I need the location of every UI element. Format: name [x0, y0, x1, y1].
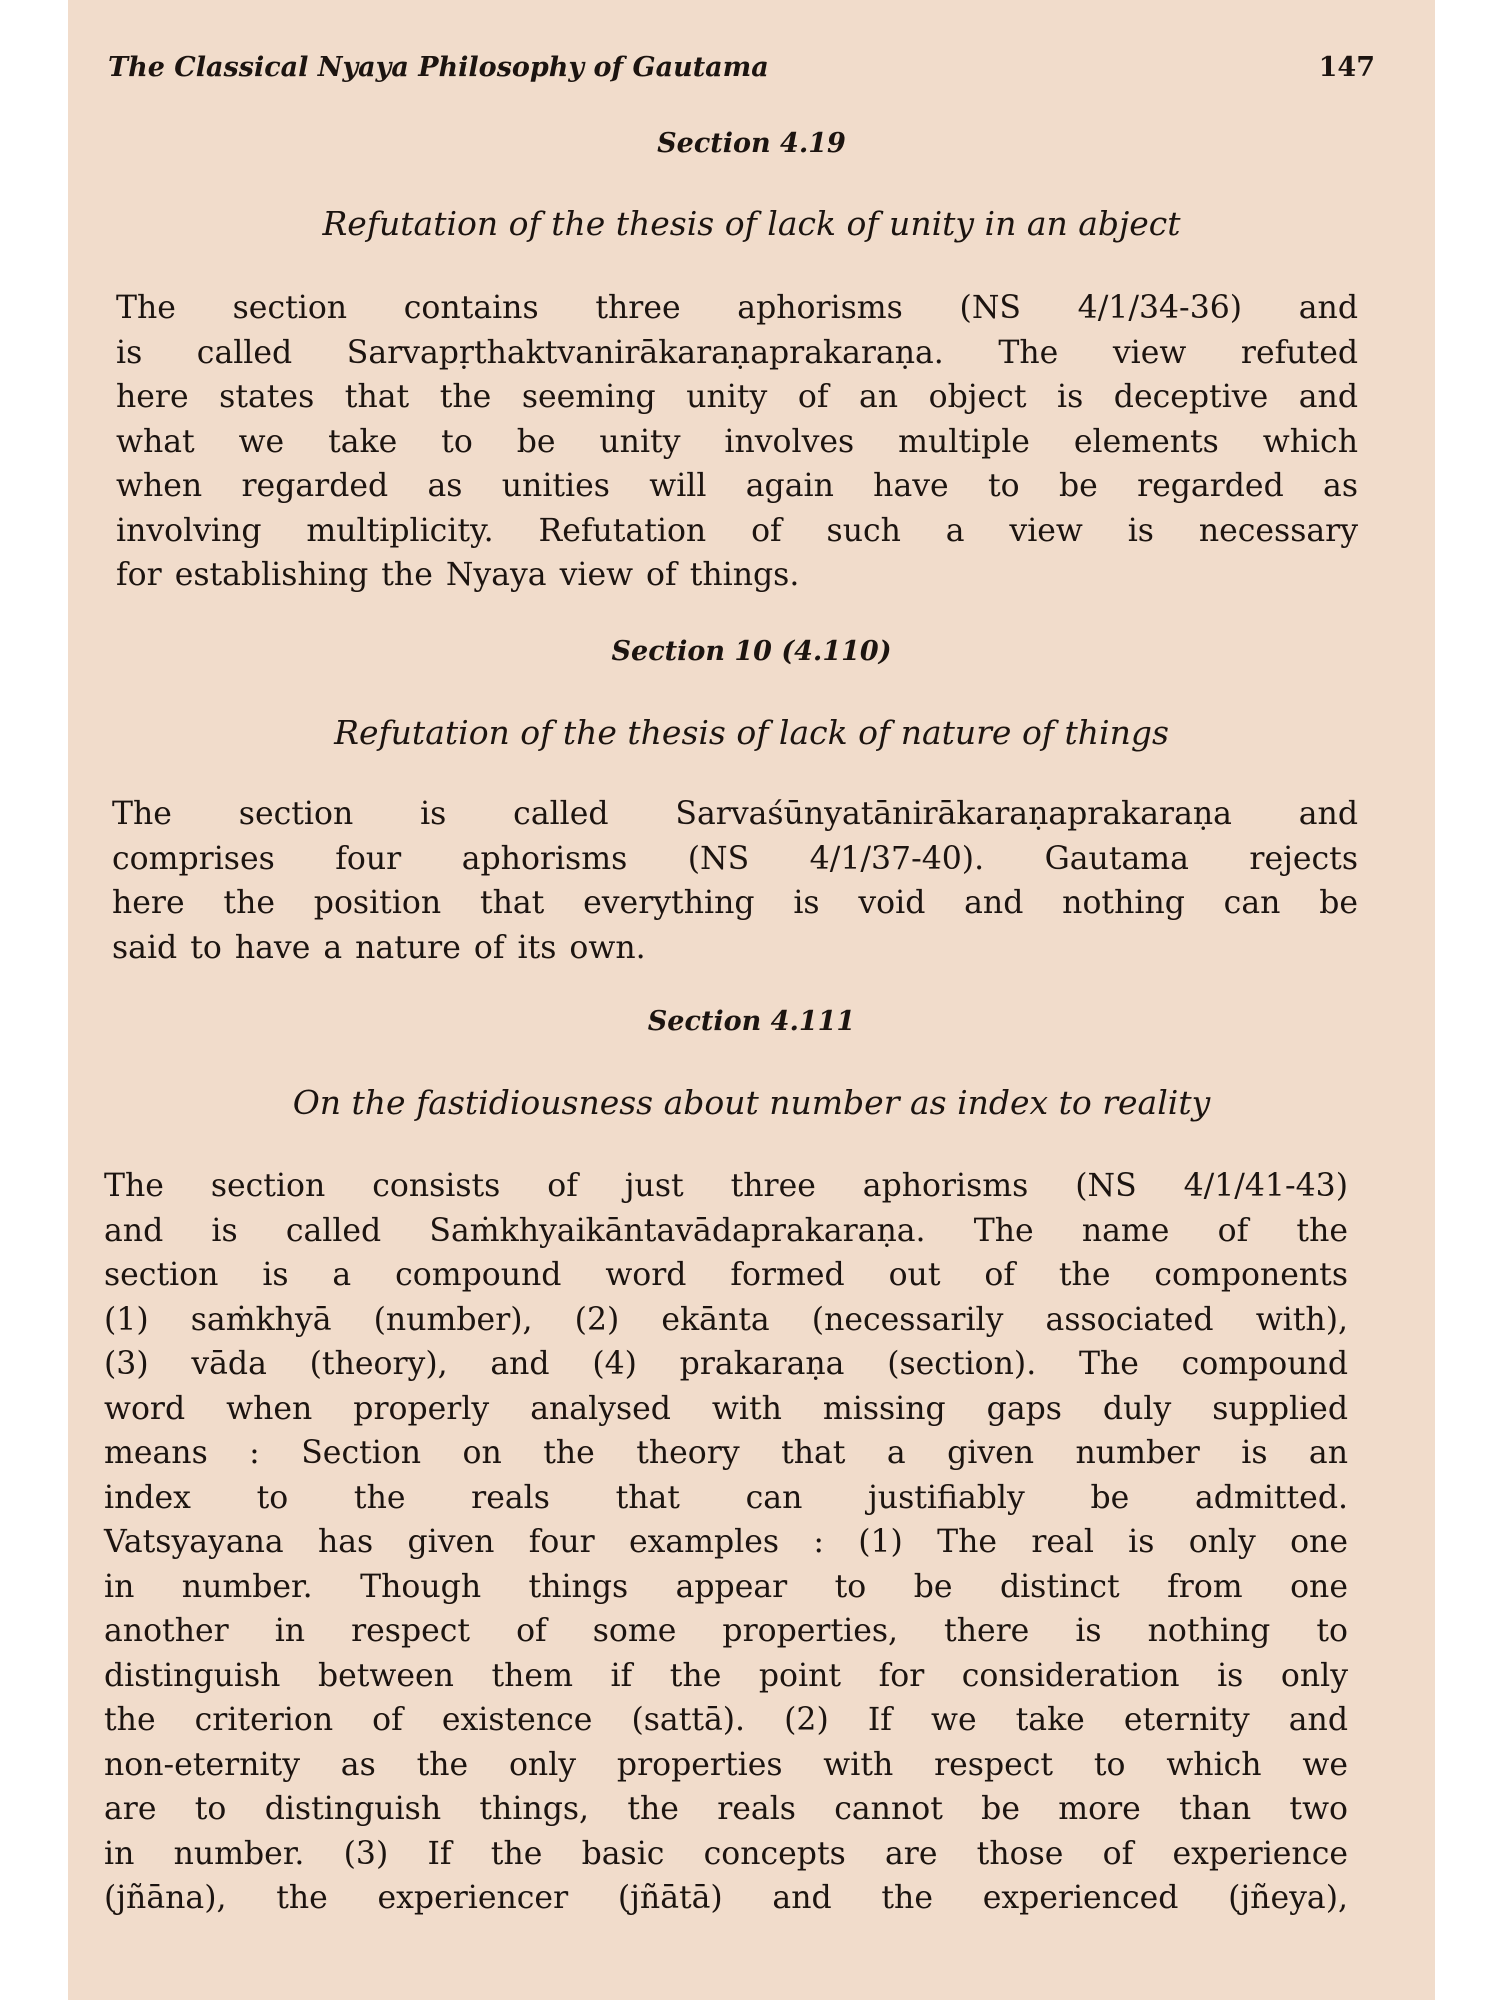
section-paragraph	[116, 286, 1358, 598]
paragraph-line: another in respect of some properties, there is nothing to	[104, 1613, 1348, 1649]
paragraph-line: The section consists of just three aphorisms (NS 4/1/41-43)	[104, 1168, 1348, 1204]
book-page	[68, 0, 1435, 2000]
paragraph-line: (1) saṁkhyā (number), (2) ekānta (necessarily associated with),	[104, 1301, 1348, 1338]
paragraph-line: the criterion of existence (sattā). (2) If we take eternity and	[104, 1702, 1348, 1738]
paragraph-line: is called Sarvapṛthaktvanirākaraṇaprakaraṇa. The view refuted	[116, 334, 1358, 371]
paragraph-line: when regarded as unities will again have to be regarded as	[116, 468, 1358, 504]
section-label: Section 4.111	[647, 1006, 856, 1037]
paragraph-line: here the position that everything is void and nothing can be	[112, 885, 1358, 921]
paragraph-line: here states that the seeming unity of an object is deceptive and	[116, 379, 1358, 415]
paragraph-line: The section contains three aphorisms (NS 4/1/34-36) and	[116, 290, 1358, 326]
paragraph-line: non-eternity as the only properties with respect to which we	[104, 1746, 1348, 1783]
paragraph-line: means : Section on the theory that a given number is an	[104, 1435, 1348, 1471]
paragraph-line: and is called Saṁkhyaikāntavādaprakaraṇa. The name of the	[104, 1212, 1348, 1249]
paragraph-line: for establishing the Nyaya view of things.	[116, 557, 800, 593]
paragraph-line: are to distinguish things, the reals cannot be more than two	[104, 1791, 1348, 1827]
page-number: 147	[1318, 52, 1375, 83]
running-header	[108, 52, 1375, 92]
paragraph-line: Vatsyayana has given four examples : (1) The real is only one	[104, 1524, 1348, 1560]
section-title: On the fastidiousness about number as index to reality	[292, 1083, 1211, 1122]
section-title: Refutation of the thesis of lack of nature of things	[334, 713, 1169, 752]
paragraph-line: word when properly analysed with missing gaps duly supplied	[104, 1390, 1348, 1427]
paragraph-line: in number. (3) If the basic concepts are those of experience	[104, 1835, 1348, 1872]
section-paragraph	[104, 1164, 1348, 1921]
paragraph-line: distinguish between them if the point for consideration is only	[104, 1657, 1348, 1694]
section-title: Refutation of the thesis of lack of unity in an abject	[322, 204, 1181, 243]
paragraph-line: what we take to be unity involves multiple elements which	[116, 423, 1358, 460]
paragraph-line: The section is called Sarvaśūnyatānirākaraṇaprakaraṇa and	[112, 796, 1358, 832]
paragraph-line: said to have a nature of its own.	[112, 929, 646, 966]
section-paragraph	[112, 792, 1358, 970]
paragraph-line: (jñāna), the experiencer (jñātā) and the experienced (jñeya),	[104, 1880, 1348, 1916]
paragraph-line: index to the reals that can justifiably be admitted.	[104, 1479, 1348, 1516]
section-label: Section 4.19	[657, 128, 846, 159]
paragraph-line: involving multiplicity. Refutation of such a view is necessary	[116, 512, 1358, 549]
paragraph-line: section is a compound word formed out of the components	[104, 1257, 1348, 1293]
paragraph-line: (3) vāda (theory), and (4) prakaraṇa (section). The compound	[104, 1346, 1348, 1382]
book-title: The Classical Nyaya Philosophy of Gautama	[108, 52, 769, 83]
section-label: Section 10 (4.110)	[611, 636, 892, 667]
paragraph-line: comprises four aphorisms (NS 4/1/37-40). Gautama rejects	[112, 840, 1358, 877]
paragraph-line: in number. Though things appear to be distinct from one	[104, 1568, 1348, 1605]
